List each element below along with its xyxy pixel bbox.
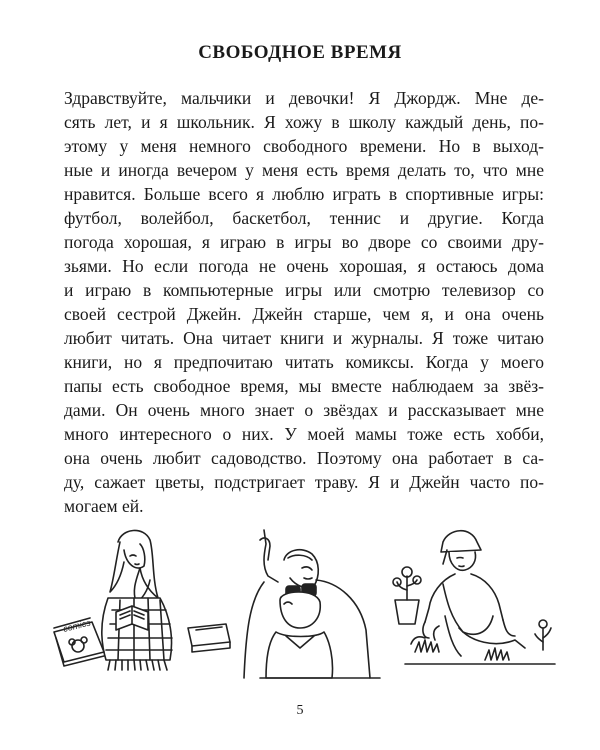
paragraph-line: и играю в компьютерные игры или смотрю телевизор со bbox=[64, 280, 544, 300]
paragraph-line: Здравствуйте, мальчики и девочки! Я Джордж. Мне де- bbox=[64, 88, 544, 108]
paragraph-line: любит читать. Она читает книги и журналы. Я тоже читаю bbox=[64, 328, 544, 348]
page-number: 5 bbox=[296, 703, 304, 718]
paragraph-line: этому у меня немного свободного времени. Но в выход- bbox=[64, 136, 544, 156]
paragraph-line: нравится. Больше всего я люблю играть в спортивные игры: bbox=[64, 184, 544, 204]
paragraph-line: ные и иногда вечером у меня есть время делать то, что мне bbox=[64, 160, 544, 180]
paragraph-line: ду, сажает цветы, подстригает траву. Я и Джейн часто по- bbox=[64, 472, 544, 492]
paragraph-line: она очень любит садоводство. Поэтому она работает в са- bbox=[64, 448, 544, 468]
paragraph-line: сять лет, и я школьник. Я хожу в школу каждый день, по- bbox=[64, 112, 544, 132]
paragraph-line: футбол, волейбол, баскетбол, теннис и другие. Когда bbox=[64, 208, 544, 228]
paragraph-line: книги, но я предпочитаю читать комиксы. Когда у моего bbox=[64, 352, 544, 372]
illustrations bbox=[0, 520, 600, 680]
paragraph-line: много интересного о них. У моей мамы тоже есть хобби, bbox=[64, 424, 544, 444]
page-title: СВОБОДНОЕ ВРЕМЯ bbox=[198, 42, 402, 63]
paragraph-line: погода хорошая, я играю в игры во дворе со своими дру- bbox=[64, 232, 544, 252]
paragraph-line: дами. Он очень много знает о звёздах и рассказывает мне bbox=[64, 400, 544, 420]
paragraph-line: могаем ей. bbox=[64, 496, 144, 516]
paragraph-line: зьями. Но если погода не очень хорошая, я остаюсь дома bbox=[64, 256, 544, 276]
main-paragraph bbox=[64, 86, 544, 518]
comics-label: comics bbox=[62, 617, 92, 634]
stargazing-illustration bbox=[220, 520, 390, 685]
paragraph-line: своей сестрой Джейн. Джейн старше, чем я, и она очень bbox=[64, 304, 544, 324]
reading-girl-illustration bbox=[40, 520, 240, 680]
paragraph-line: папы есть свободное время, мы вместе наблюдаем за звёз- bbox=[64, 376, 544, 396]
gardening-mother-illustration bbox=[385, 520, 560, 680]
